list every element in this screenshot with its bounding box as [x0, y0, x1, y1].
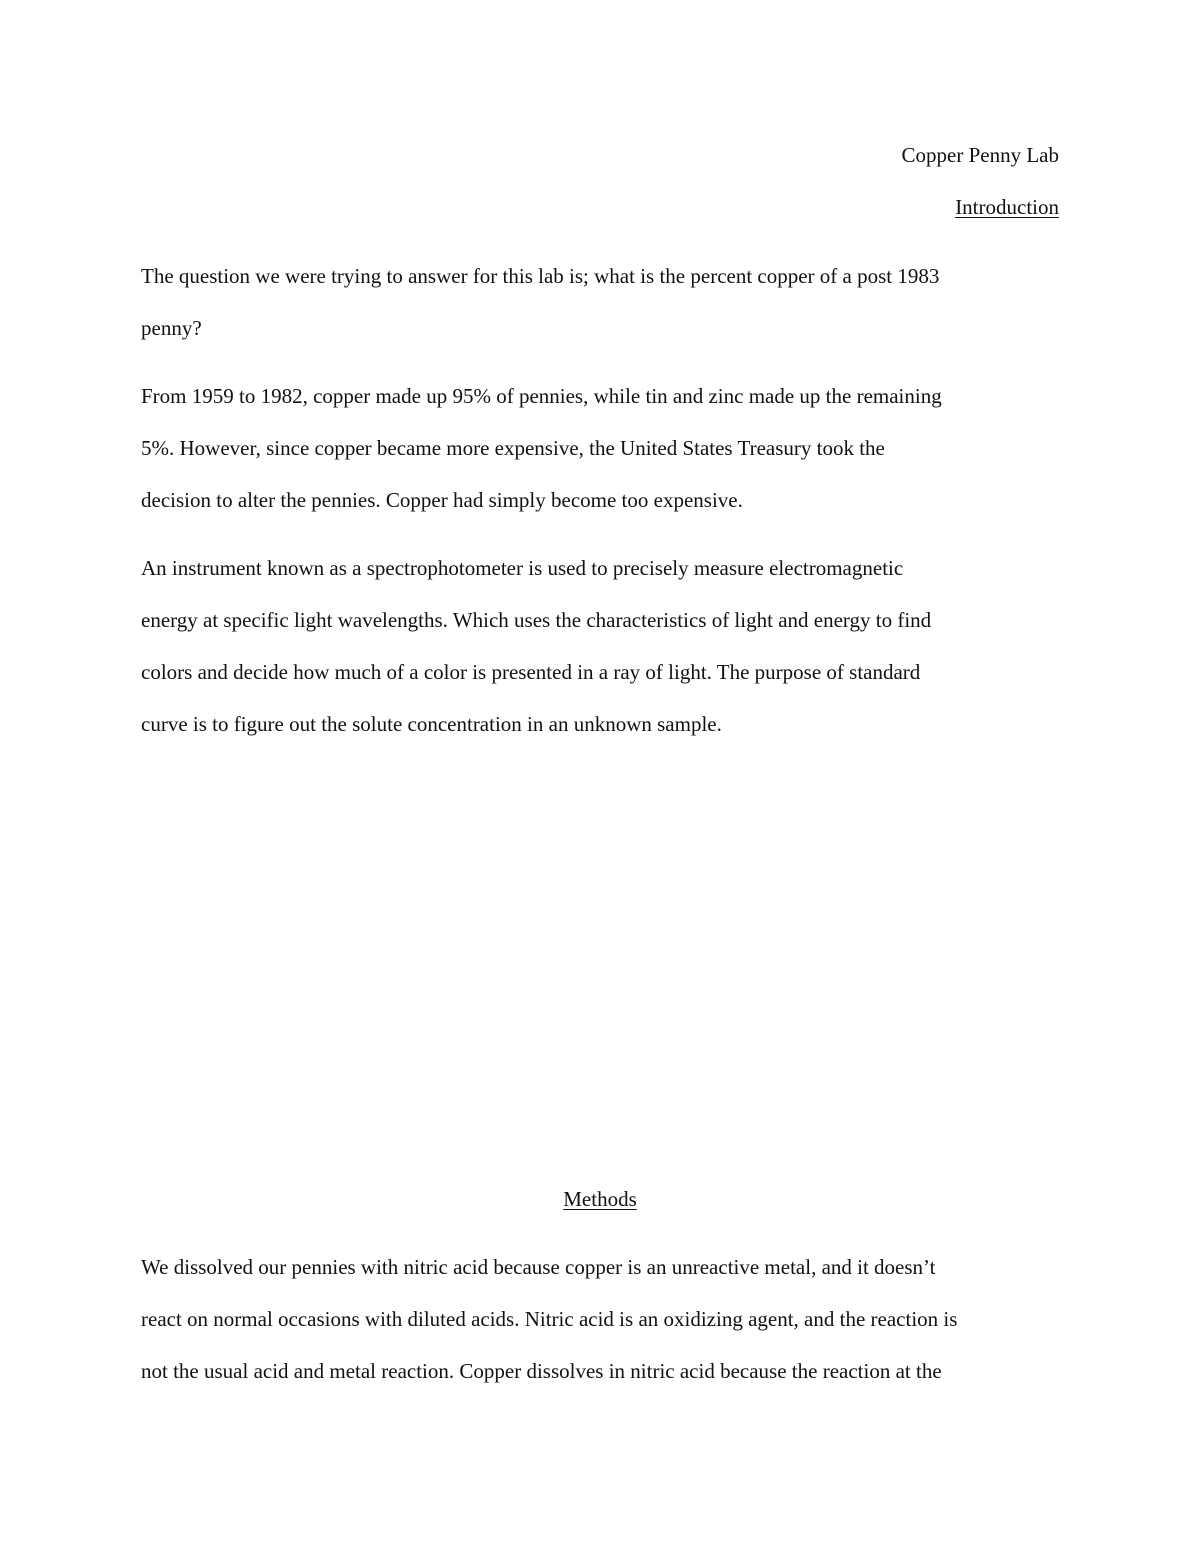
intro-line-2: penny?	[141, 316, 202, 340]
intro-line-6: An instrument known as a spectrophotometer is used to precisely measure electromagnetic	[141, 556, 904, 580]
document-title: Copper Penny Lab	[901, 143, 1059, 167]
methods-heading: Methods	[563, 1187, 637, 1211]
intro-line-4: 5%. However, since copper became more expensive, the United States Treasury took the	[141, 436, 885, 460]
methods-line-3: not the usual acid and metal reaction. Copper dissolves in nitric acid because the reaction at the	[141, 1359, 942, 1383]
introduction-heading: Introduction	[955, 195, 1059, 219]
methods-line-1: We dissolved our pennies with nitric acid because copper is an unreactive metal, and it doesn’t	[141, 1255, 936, 1279]
methods-line-2: react on normal occasions with diluted acids. Nitric acid is an oxidizing agent, and the reaction is	[141, 1307, 958, 1331]
intro-line-5: decision to alter the pennies. Copper had simply become too expensive.	[141, 488, 743, 512]
intro-line-1: The question we were trying to answer for this lab is; what is the percent copper of a post 1983	[141, 264, 940, 288]
intro-line-9: curve is to figure out the solute concentration in an unknown sample.	[141, 712, 722, 736]
intro-line-7: energy at specific light wavelengths. Which uses the characteristics of light and energy to find	[141, 608, 932, 632]
intro-line-3: From 1959 to 1982, copper made up 95% of pennies, while tin and zinc made up the remaining	[141, 384, 942, 408]
intro-line-8: colors and decide how much of a color is presented in a ray of light. The purpose of standard	[141, 660, 921, 684]
